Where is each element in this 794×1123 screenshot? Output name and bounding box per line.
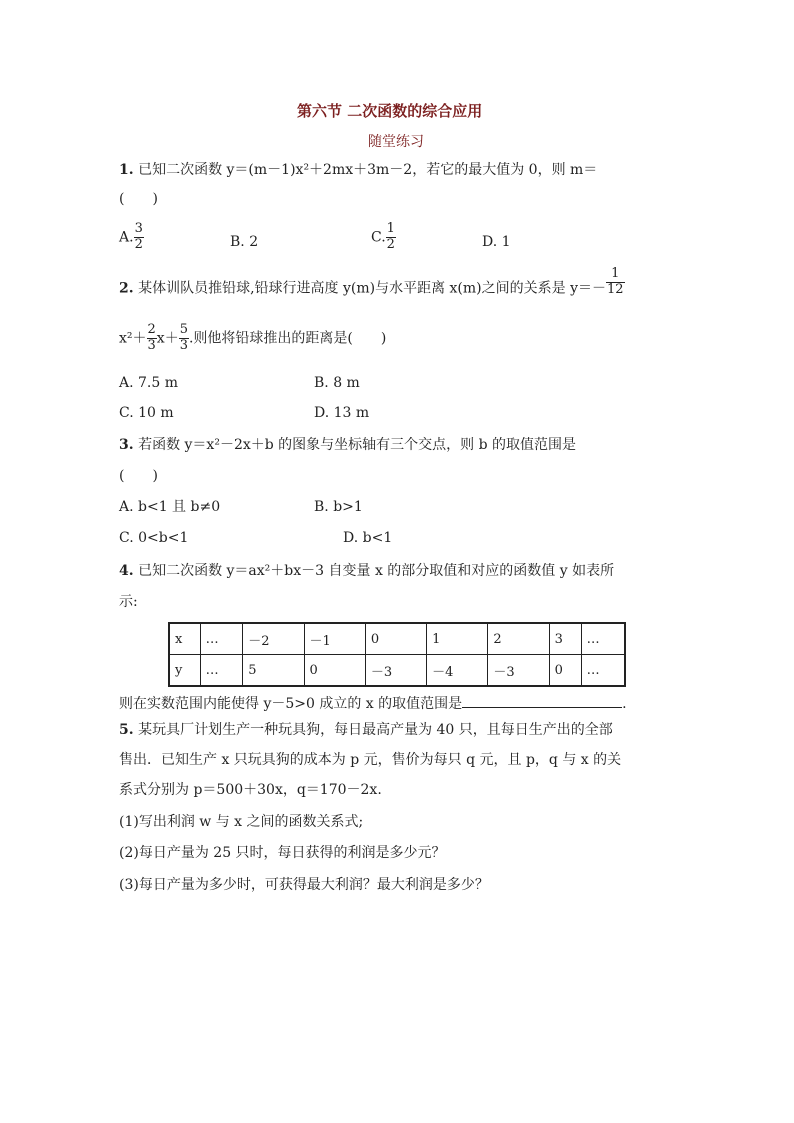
answer-paren: ( ) bbox=[119, 191, 158, 207]
fraction bbox=[386, 222, 396, 253]
expression-part: x＋ bbox=[156, 330, 179, 347]
question-number: 2. bbox=[119, 280, 134, 297]
answer-blank bbox=[462, 694, 622, 708]
question-number: 3. bbox=[119, 437, 134, 453]
option-a: A. b<1 且 b≠0 bbox=[119, 499, 221, 515]
option-label: C. bbox=[371, 229, 386, 246]
table-cell: 0 bbox=[365, 623, 426, 655]
question-text: 某玩具厂计划生产一种玩具狗，每日最高产量为 40 只，且每日生产出的全部 bbox=[138, 722, 613, 738]
table-cell: －3 bbox=[365, 655, 426, 687]
sub-question-2: (2)每日产量为 25 只时，每日获得的利润是多少元？ bbox=[119, 845, 446, 861]
option-a: A. 7.5 m bbox=[119, 375, 179, 391]
question-2 bbox=[119, 266, 625, 298]
table-cell: y bbox=[169, 655, 200, 687]
sub-question-1: (1)写出利润 w 与 x 之间的函数关系式; bbox=[119, 814, 364, 830]
table-cell: 3 bbox=[549, 623, 581, 655]
table-row bbox=[169, 655, 625, 687]
expression-part: .则他将铅球推出的距离是( ) bbox=[188, 330, 387, 347]
fraction bbox=[134, 222, 144, 253]
fraction bbox=[179, 323, 189, 354]
question-text: 则在实数范围内能使得 y－5>0 成立的 x 的取值范围是 bbox=[119, 696, 463, 712]
page-title: 第六节 二次函数的综合应用 bbox=[297, 102, 483, 120]
table-cell: 2 bbox=[488, 623, 549, 655]
numerator: 5 bbox=[179, 322, 188, 337]
question-text: 已知二次函数 y＝ax²＋bx－3 自变量 x 的部分取值和对应的函数值 y 如表所 bbox=[138, 563, 615, 579]
question-text: 某体训队员推铅球,铅球行进高度 y(m)与水平距离 x(m)之间的关系是 y＝－ bbox=[138, 280, 606, 297]
option-c bbox=[371, 222, 396, 253]
question-4 bbox=[119, 564, 614, 578]
question-number: 5. bbox=[119, 722, 134, 738]
question-3 bbox=[119, 438, 576, 452]
question-number: 1. bbox=[119, 162, 134, 178]
denominator: 2 bbox=[134, 236, 143, 252]
table-cell: … bbox=[200, 655, 243, 687]
table-cell: 1 bbox=[427, 623, 488, 655]
question-5-line-2: 售出．已知生产 x 只玩具狗的成本为 p 元，售价为每只 q 元，且 p，q 与 x 的关 bbox=[119, 752, 622, 768]
table-cell: －4 bbox=[427, 655, 488, 687]
denominator: 12 bbox=[607, 281, 624, 297]
question-number: 4. bbox=[119, 563, 134, 579]
question-4-blank-line bbox=[119, 694, 627, 711]
denominator: 3 bbox=[179, 337, 188, 353]
option-d: D. b<1 bbox=[343, 530, 393, 546]
numerator: 2 bbox=[147, 322, 156, 337]
question-5-line-3: 系式分别为 p＝500＋30x，q＝170－2x. bbox=[119, 782, 382, 798]
question-4-line-2: 示: bbox=[119, 594, 138, 610]
table-cell: －1 bbox=[304, 623, 365, 655]
question-text: 已知二次函数 y＝(m－1)x²＋2mx＋3m－2，若它的最大值为 0，则 m＝ bbox=[138, 162, 598, 178]
option-b: B. 2 bbox=[230, 234, 259, 250]
question-5 bbox=[119, 723, 613, 737]
option-c: C. 0<b<1 bbox=[119, 530, 189, 546]
question-1 bbox=[119, 163, 597, 177]
table-cell: … bbox=[200, 623, 243, 655]
option-d: D. 1 bbox=[482, 234, 511, 250]
question-text: 若函数 y＝x²－2x＋b 的图象与坐标轴有三个交点，则 b 的取值范围是 bbox=[138, 437, 577, 453]
numerator: 3 bbox=[134, 221, 143, 236]
table-cell: x bbox=[169, 623, 200, 655]
table-cell: －2 bbox=[243, 623, 304, 655]
table-cell: … bbox=[581, 623, 625, 655]
page-subtitle: 随堂练习 bbox=[368, 134, 424, 150]
numerator: 1 bbox=[386, 221, 395, 236]
option-a bbox=[119, 222, 144, 253]
fraction bbox=[147, 323, 157, 354]
table-cell: －3 bbox=[488, 655, 549, 687]
denominator: 2 bbox=[386, 236, 395, 252]
numerator: 1 bbox=[606, 267, 625, 283]
option-c: C. 10 m bbox=[119, 405, 174, 421]
expression-part: x²＋ bbox=[119, 330, 147, 347]
question-2-line-2 bbox=[119, 323, 386, 354]
table-cell: 5 bbox=[243, 655, 304, 687]
table-cell: … bbox=[581, 655, 625, 687]
option-b: B. 8 m bbox=[314, 375, 360, 391]
option-d: D. 13 m bbox=[314, 405, 370, 421]
fraction bbox=[606, 267, 625, 298]
value-table bbox=[168, 622, 626, 687]
period: . bbox=[622, 696, 627, 712]
sub-question-3: (3)每日产量为多少时，可获得最大利润？最大利润是多少？ bbox=[119, 877, 489, 893]
answer-paren: ( ) bbox=[119, 468, 158, 484]
option-b: B. b>1 bbox=[314, 499, 363, 515]
table-cell: 0 bbox=[549, 655, 581, 687]
option-label: A. bbox=[119, 229, 134, 246]
denominator: 3 bbox=[147, 337, 156, 353]
table-cell: 0 bbox=[304, 655, 365, 687]
table-row bbox=[169, 623, 625, 655]
